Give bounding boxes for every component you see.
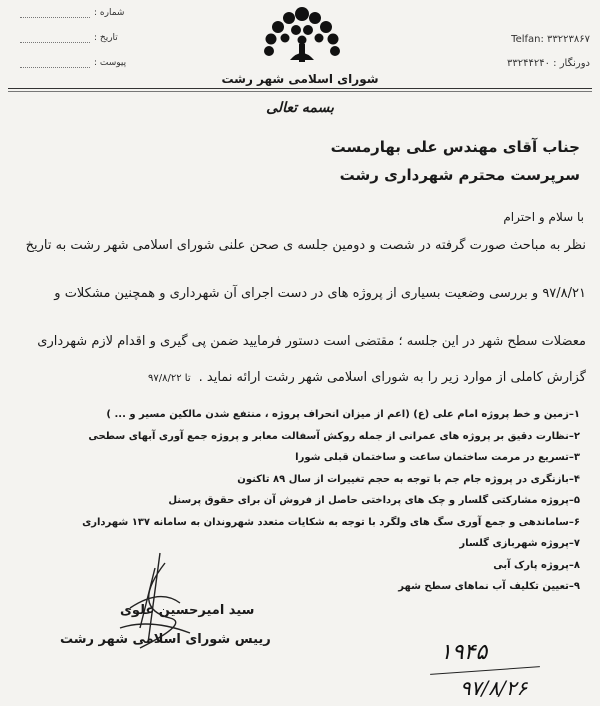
header-divider-thin <box>8 91 592 92</box>
date-label: تاریخ : <box>94 33 118 43</box>
council-logo-icon <box>252 2 352 70</box>
signer-title: رییس شورای اسلامی شهر رشت <box>60 632 271 647</box>
signer-name: سید امیرحسین علوی <box>120 603 255 618</box>
header-divider <box>8 88 592 89</box>
number-blank <box>20 17 90 18</box>
list-item: ۷–پروژه شهربازی گلسار <box>459 538 580 549</box>
handwritten-date: ۹۷/۸/۲۶ <box>460 676 528 700</box>
list-item: ۴–بازنگری در پروژه جام جم با توجه به حجم تغییرات از سال ۸۹ تاکنون <box>237 473 580 485</box>
body-line-3: معضلات سطح شهر در این جلسه ؛ مقتضی است دستور فرمایید ضمن پی گیری و اقدام لازم شهرداری <box>37 334 586 349</box>
salutation: با سلام و احترام <box>503 210 584 224</box>
body-line-1: نظر به مباحث صورت گرفته در شصت و دومین جلسه ی صحن علنی شورای اسلامی شهر رشت به تاریخ <box>25 238 586 253</box>
attachment-blank <box>20 67 90 68</box>
date-blank <box>20 42 90 43</box>
recipient-title: سرپرست محترم شهرداری رشت <box>339 166 580 184</box>
list-item: ۳–تسریع در مرمت ساختمان ساعت و ساختمان قبلی شورا <box>295 452 580 463</box>
number-label: شماره : <box>94 8 125 18</box>
attachment-field <box>20 58 126 68</box>
recipient-name: جناب آقای مهندس علی بهارمست <box>330 138 580 156</box>
council-name: شورای اسلامی شهر رشت <box>221 72 379 86</box>
fax-number: دورنگار : ۳۳۲۴۴۲۴۰ <box>507 58 590 69</box>
inline-deadline-date: تا ۹۷/۸/۲۲ <box>148 373 191 384</box>
list-item: ۸–پروژه پارک آبی <box>493 559 580 571</box>
list-item: ۱–زمین و خط پروژه امام علی (ع) (اعم از میزان انحراف پروژه ، منتفع شدن مالکین مسیر و ... ) <box>106 409 580 420</box>
handwritten-number: ۱۹۴۵ <box>440 640 488 665</box>
phone-number: Telfan: ۳۳۲۲۳۸۶۷ <box>511 34 590 45</box>
body-line-4 <box>14 370 586 385</box>
attachment-label: پیوست : <box>94 58 127 68</box>
date-field <box>20 33 118 43</box>
bismillah-heading: بسمه تعالی <box>266 100 334 116</box>
handwritten-underline <box>430 666 540 675</box>
list-item: ۲–نظارت دقیق بر پروژه های عمرانی از جمله روکش آسفالت معابر و پروژه جمع آوری آبهای سطحی <box>88 430 580 442</box>
body-line-2: ۹۷/۸/۲۱ و بررسی وضعیت بسیاری از پروژه های در دست اجرای آن شهرداری و همچنین مشکلات و <box>54 286 586 301</box>
number-field <box>20 8 124 18</box>
list-item: ۵–پروژه مشارکتی گلسار و چک های پرداختی حاصل از فروش آن برای حقوق پرسنل <box>168 495 580 506</box>
body-line-4-text: گزارش کاملی از موارد زیر را به شورای اسلامی شهر رشت ارائه نماید . <box>198 370 586 385</box>
list-item: ۶–ساماندهی و جمع آوری سگ های ولگرد با توجه به شکایات متعدد شهروندان به سامانه ۱۳۷ شهرداری <box>82 516 580 528</box>
list-item: ۹–تعیین تکلیف آب نماهای سطح شهر <box>398 581 580 592</box>
